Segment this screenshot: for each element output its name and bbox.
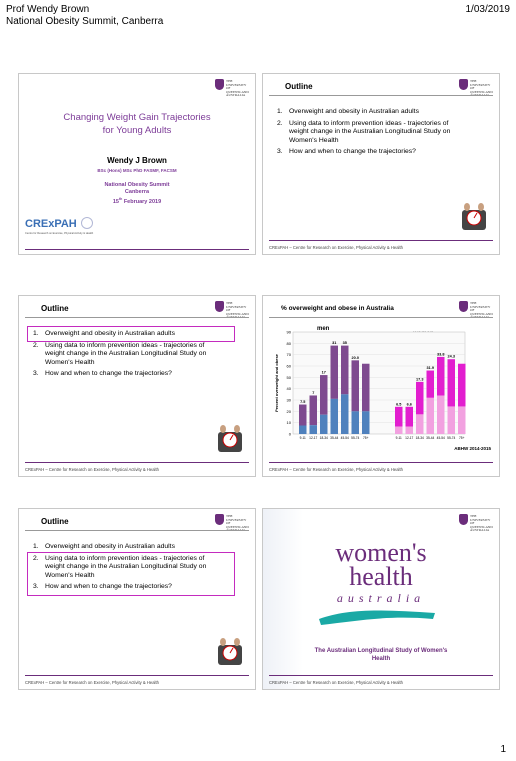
y-tick-label: 70 [286,352,291,358]
whs-caption: The Australian Longitudinal Study of Women's Health [314,648,448,662]
men-bar-overweight [299,405,307,426]
list-item: 3. How and when to change the trajectories? [33,370,172,378]
women-bar-overweight [448,359,456,406]
women-data-label: 33.8 [437,352,445,357]
x-tick-label: 35-44 [330,436,339,440]
list-item: 2. Using data to inform prevention ideas - trajectories of weight change in the Australian Longitudinal Study on Women's Health [33,341,207,366]
women-data-label: 6.5 [396,402,402,407]
women-bar-obese [437,396,445,434]
slide-title [18,73,256,255]
x-tick-label: 35-44 [426,436,435,440]
slide-footer: CRExPAH – Centre for Research on Exercise, Physical Activity & Health [25,680,159,685]
list-item: 1. Overweight and obesity in Australian adults [277,108,419,115]
women-bar-overweight [395,407,403,427]
men-bar-overweight [352,360,360,411]
list-item: 2. Using data to inform prevention ideas - trajectories of weight change in the Australian Longitudinal Study on Women's Health [277,119,451,144]
men-bar-obese [310,425,318,434]
presenter-name: Prof Wendy Brown [6,4,90,15]
men-bar-obese [362,411,370,434]
outline-list [33,330,223,382]
x-tick-label: 12-17 [309,436,318,440]
x-tick-label: 75+ [363,436,369,440]
women-bar-obese [448,406,456,434]
university-logo: THE UNIVERSITY OF QUEENSLAND [459,79,493,91]
women-bar-overweight [427,371,435,398]
chart-title: % overweight and obese in Australia [281,305,394,312]
y-tick-label: 30 [286,397,291,403]
women-bar-obese [458,406,466,434]
y-tick-label: 40 [286,386,291,392]
women-bar-overweight [437,357,445,396]
slide-outline [262,73,500,255]
women-bar-overweight [458,364,466,407]
bathroom-scale-icon [215,424,245,454]
crexpah-logo: CRExPAH Centre for Research on Exercise, Physical Activity & Health [25,218,94,235]
whs-logo-health: health [349,562,413,591]
men-bar-overweight [310,395,318,425]
slide-outline-item1 [18,295,256,477]
university-logo: THE UNIVERSITY OF QUEENSLAND [215,301,249,313]
y-axis-label: Percent overweight and obese [274,354,279,412]
university-logo: THE UNIVERSITY OF QUEENSLAND [215,514,249,526]
men-data-label: 17 [321,370,326,375]
women-bar-obese [427,398,435,434]
men-bar-obese [299,426,307,435]
women-bar-overweight [416,382,424,415]
slide-footer: CRExPAH – Centre for Research on Exercise, Physical Activity & Health [269,245,403,250]
men-data-label: 31 [332,341,337,346]
men-bar-overweight [320,375,328,415]
x-tick-label: 9-11 [395,436,402,440]
whs-logo-australia: australia [336,591,426,605]
slide-heading: Outline [41,304,69,313]
university-crest-icon [459,79,468,90]
event-details: National Obesity Summit Canberra 15th February 2019 [104,182,170,205]
university-crest-icon [459,301,468,312]
event-name: National Obesity Summit, Canberra [6,16,164,27]
men-data-label: 7.5 [300,400,306,405]
y-tick-label: 90 [286,329,291,335]
y-tick-label: 10 [286,420,291,426]
list-item: 2. Using data to inform prevention ideas - trajectories of weight change in the Australian Longitudinal Study on Women's Health [33,554,207,579]
slide-heading: Outline [285,82,313,91]
crexpah-swirl-icon [81,217,93,229]
university-crest-icon [215,79,224,90]
x-tick-label: 18-34 [319,436,328,440]
women-data-label: 6.6 [406,402,412,407]
men-bar-obese [341,394,349,434]
university-logo: THE UNIVERSITY OF QUEENSLAND AUSTRALIA [459,514,493,526]
women-bar-obese [395,427,403,434]
men-data-label: 7 [312,390,315,395]
slide-main-title: Changing Weight Gain Trajectories for Young Adults [63,112,211,136]
whs-logo-womens: women's [335,538,427,567]
x-tick-label: 9-11 [299,436,306,440]
x-tick-label: 12-17 [405,436,414,440]
x-tick-label: 18-34 [415,436,424,440]
y-tick-label: 80 [286,340,291,346]
men-data-label: 35 [342,341,347,346]
women-bar-obese [406,427,414,434]
y-tick-label: 20 [286,408,291,414]
university-crest-icon [215,301,224,312]
slide-footer: CRExPAH – Centre for Research on Exercise, Physical Activity & Health [25,467,159,472]
men-bar-overweight [362,364,370,412]
slide-outline-item2 [18,508,256,690]
men-bar-obese [352,411,360,434]
y-tick-label: 60 [286,363,291,369]
outline-list [33,543,223,595]
author-credentials: BSc (Hons) MSc PhD FASMF, FACSM [97,168,177,173]
women-data-label: 31.9 [426,366,434,371]
x-tick-label: 55-74 [351,436,360,440]
men-bar-obese [331,399,339,434]
bathroom-scale-icon [215,637,245,667]
y-tick-label: 0 [288,431,291,437]
outline-list [277,108,467,160]
university-crest-icon [215,514,224,525]
page-number: 1 [500,744,506,755]
slide-whs [262,508,500,690]
men-data-label: 20.0 [351,355,359,360]
slide-heading: Outline [41,517,69,526]
slide-footer: CRExPAH – Centre for Research on Exercise, Physical Activity & Health [269,467,403,472]
list-item: 1. Overweight and obesity in Australian adults [33,543,175,550]
x-tick-label: 75+ [459,436,465,440]
men-bar-overweight [341,346,349,395]
slide-chart [262,295,500,477]
bathroom-scale-icon [459,202,489,232]
slide-footer: CRExPAH – Centre for Research on Exercise, Physical Activity & Health [269,680,403,685]
chart-source: ABHW 2014-2015 [454,446,491,451]
y-tick-label: 50 [286,374,291,380]
list-item: 3. How and when to change the trajectories? [277,148,416,156]
university-logo: THE UNIVERSITY OF QUEENSLAND [459,301,493,313]
men-bar-overweight [331,346,339,399]
x-tick-label: 45-54 [340,436,349,440]
women-bar-obese [416,414,424,434]
x-tick-label: 55-74 [447,436,456,440]
wave-swoosh-icon [317,607,437,627]
university-logo: THE UNIVERSITY OF QUEENSLAND AUSTRALIA [215,79,249,91]
author-name: Wendy J Brown [107,156,167,165]
x-tick-label: 45-54 [436,436,445,440]
bar-chart [269,322,469,442]
women-data-label: 17.3 [416,377,424,382]
men-bar-obese [320,415,328,434]
women-data-label: 24.3 [447,354,455,359]
women-bar-overweight [406,407,414,427]
list-item: 1. Overweight and obesity in Australian adults [33,330,175,337]
men-label: men [317,326,330,332]
university-crest-icon [459,514,468,525]
handout-date: 1/03/2019 [465,4,510,15]
list-item: 3. How and when to change the trajectories? [33,583,172,591]
